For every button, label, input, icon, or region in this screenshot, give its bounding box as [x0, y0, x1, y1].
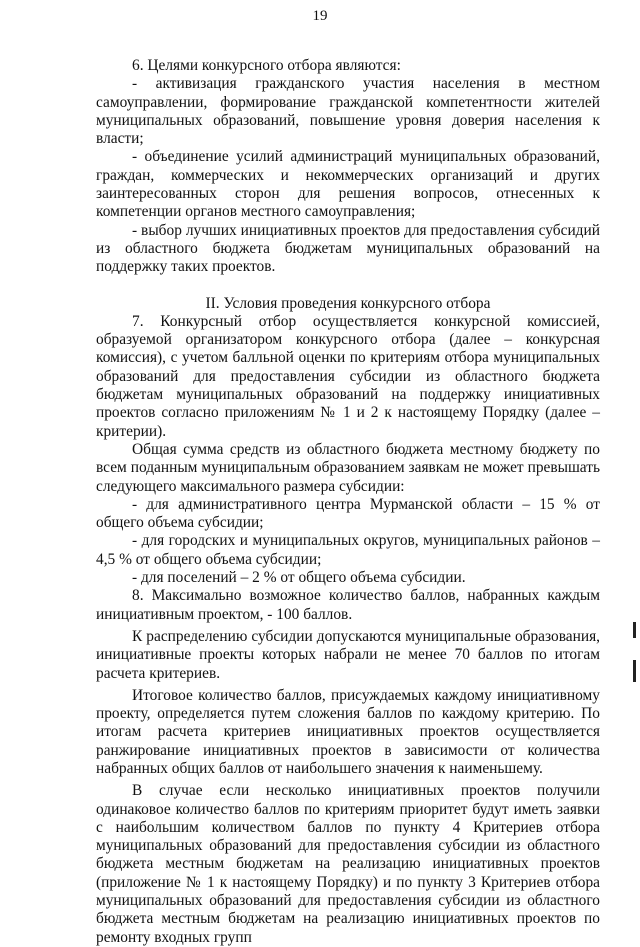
paragraph: - выбор лучших инициативных проектов для предоставления субсидий из областного бюджета бюджетам муниципальных образований на поддержку таких проектов.	[96, 221, 600, 276]
paragraph: 8. Максимально возможное количество баллов, набранных каждым инициативным проектом, - 100 баллов.	[96, 587, 600, 623]
paragraph: Общая сумма средств из областного бюджета местному бюджету по всем поданным муниципальным образованием заявкам не может превышать следующего максимального размера субсидии:	[96, 440, 600, 495]
paragraph: - для административного центра Мурманской области – 15 % от общего объема субсидии;	[96, 495, 600, 532]
scan-artifact	[633, 660, 636, 682]
paragraph: 6. Целями конкурсного отбора являются:	[132, 57, 401, 74]
paragraph: В случае если несколько инициативных проектов получили одинаковое количество баллов по критериям приоритет будут иметь заявки с наибольшим количеством баллов по пункту 4 Критериев отбора муниципальных образований для предоставления субсидии из областного бюджета местным бюджетам на реализацию инициативных проектов (приложение № 1 к настоящему Порядку) и по пункту 3 Критериев отбора муниципальных образований для предоставления субсидии из областного бюджета местным бюджетам на реализацию инициативных проектов по ремонту входных групп	[96, 782, 600, 946]
document-body	[96, 57, 600, 947]
paragraph: К распределению субсидии допускаются муниципальные образования, инициативные проекты которых набрали не менее 70 баллов по итогам расчета критериев.	[96, 627, 600, 682]
paragraph: - для поселений – 2 % от общего объема субсидии.	[132, 569, 466, 587]
paragraph: - активизация гражданского участия населения в местном самоуправлении, формирование гражданской компетентности жителей муниципальных образований, повышение уровня доверия населения к власти;	[96, 75, 600, 148]
paragraph: Итоговое количество баллов, присуждаемых каждому инициативному проекту, определяется путем сложения баллов по каждому критерию. По итогам расчета критериев инициативных проектов осуществляется ранжирование инициативных проектов в зависимости от количества набранных общих баллов от наибольшего значения к наименьшему.	[96, 686, 600, 777]
scan-artifact	[633, 622, 636, 638]
page-number: 19	[312, 8, 328, 24]
section-heading: II. Условия проведения конкурсного отбора	[205, 294, 491, 312]
paragraph: - для городских и муниципальных округов, муниципальных районов – 4,5 % от общего объема субсидии;	[96, 532, 600, 568]
paragraph: - объединение усилий администраций муниципальных образований, граждан, коммерческих и некоммерческих организаций и других заинтересованных сторон для решения вопросов, отнесенных к компетенции органов местного самоуправления;	[96, 148, 600, 221]
paragraph: 7. Конкурсный отбор осуществляется конкурсной комиссией, образуемой организатором конкурсного отбора (далее – конкурсная комиссия), с учетом балльной оценки по критериям отбора муниципальных образований для предоставления субсидии из областного бюджета бюджетам муниципальных образований на поддержку инициативных проектов согласно приложениям № 1 и 2 к настоящему Порядку (далее – критерии).	[96, 312, 600, 440]
